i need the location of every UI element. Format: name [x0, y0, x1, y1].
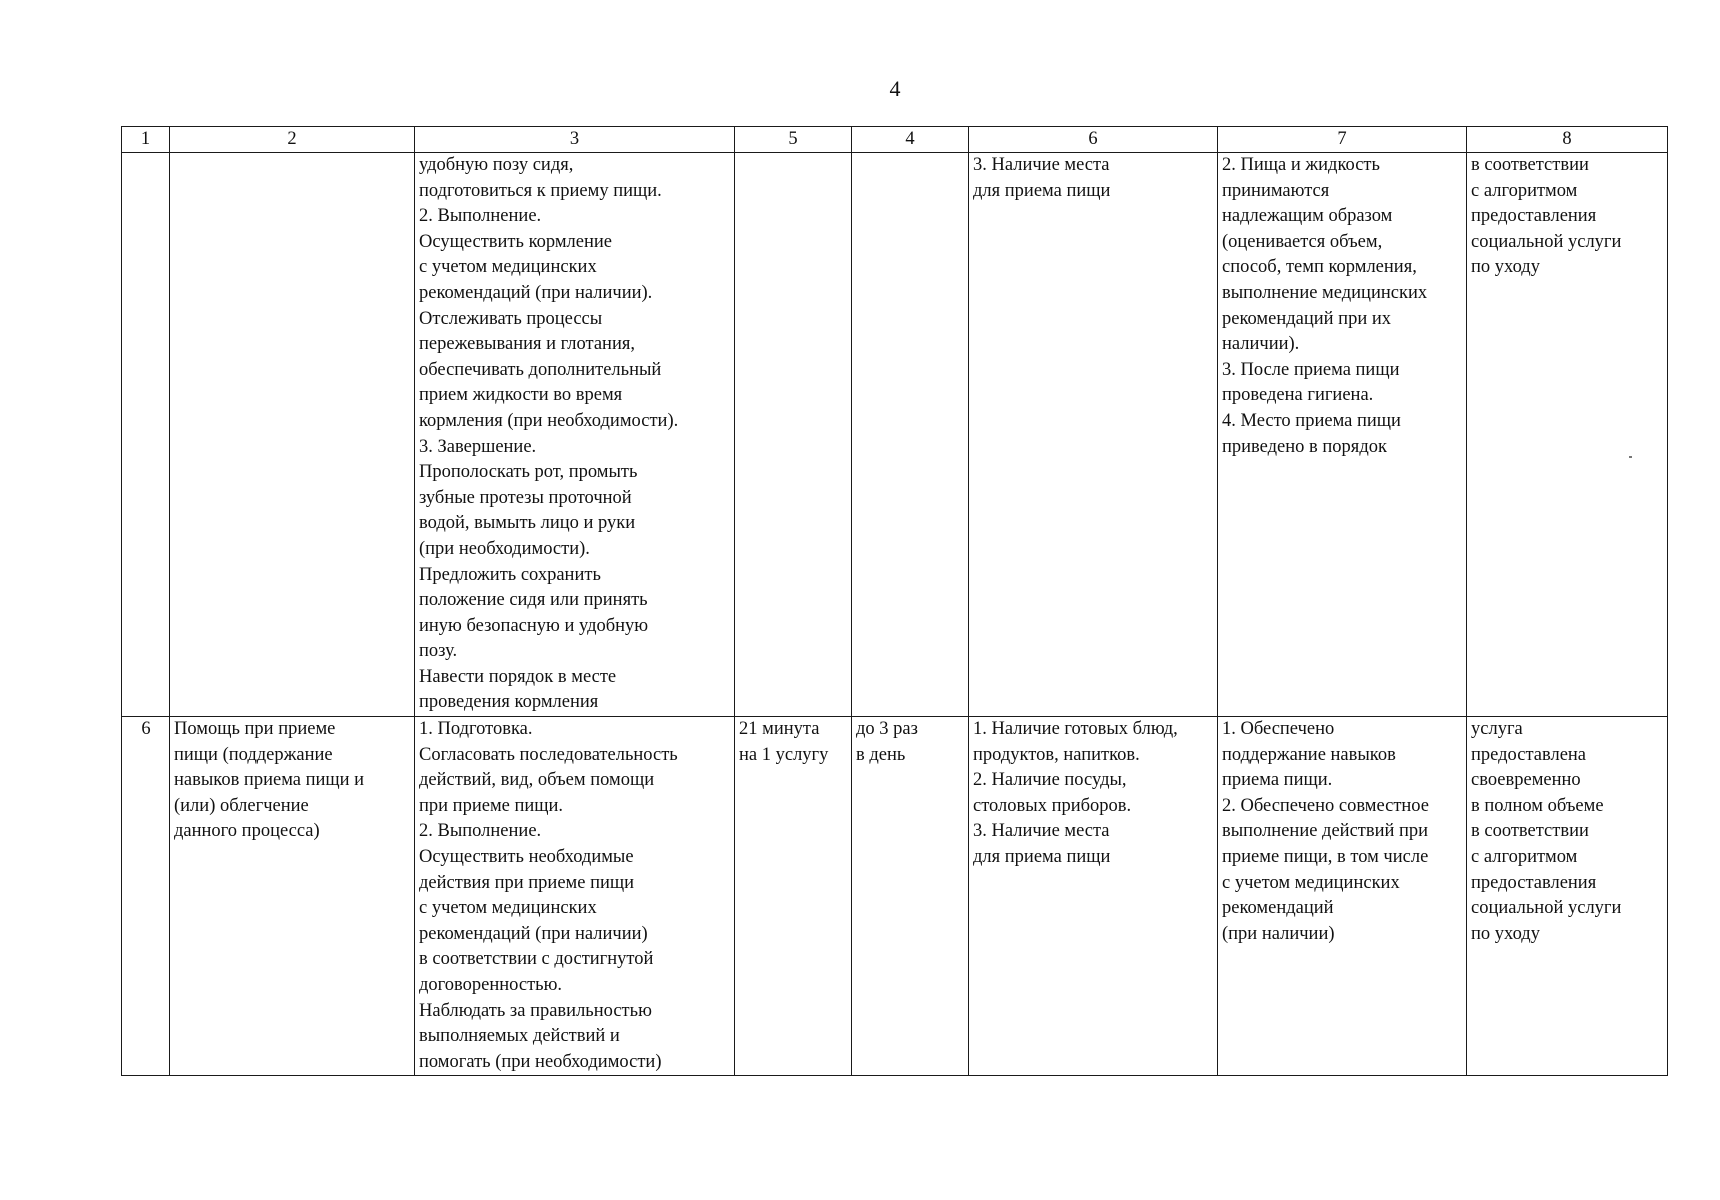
- header-cell-4: 4: [852, 127, 969, 153]
- conditions-cell: 1. Наличие готовых блюд, продуктов, напитков. 2. Наличие посуды, столовых приборов. 3. Наличие места для приема пищи: [969, 717, 1218, 1076]
- table-header-row: [122, 127, 1668, 153]
- header-cell-1: 1: [122, 127, 170, 153]
- service-name-cell: [170, 153, 415, 717]
- row-number-cell: 6: [122, 717, 170, 1076]
- header-cell-7: 7: [1218, 127, 1467, 153]
- evaluation-cell: услуга предоставлена своевременно в полном объеме в соответствии с алгоритмом предоставления социальной услуги по уходу: [1467, 717, 1668, 1076]
- quality-cell: 1. Обеспечено поддержание навыков приема пищи. 2. Обеспечено совместное выполнение действий при приеме пищи, в том числе с учетом медицинских рекомендаций (при наличии): [1218, 717, 1467, 1076]
- frequency-cell: [852, 153, 969, 717]
- header-cell-5: 5: [735, 127, 852, 153]
- header-cell-3: 3: [415, 127, 735, 153]
- row-number-cell: [122, 153, 170, 717]
- header-cell-6: 6: [969, 127, 1218, 153]
- quality-cell: 2. Пища и жидкость принимаются надлежащим образом (оценивается объем, способ, темп кормления, выполнение медицинских рекомендаций при их наличии). 3. После приема пищи проведена гигиена. 4. Место приема пищи приведено в порядок: [1218, 153, 1467, 717]
- duration-cell: 21 минута на 1 услугу: [735, 717, 852, 1076]
- conditions-cell: 3. Наличие места для приема пищи: [969, 153, 1218, 717]
- procedure-cell: удобную позу сидя, подготовиться к приему пищи. 2. Выполнение. Осуществить кормление с учетом медицинских рекомендаций (при наличии). Отслеживать процессы пережевывания и глотания, обеспечивать дополнительный прием жидкости во время кормления (при необходимости). 3. Завершение. Прополоскать рот, промыть зубные протезы проточной водой, вымыть лицо и руки (при необходимости). Предложить сохранить положение сидя или принять иную безопасную и удобную позу. Навести порядок в месте проведения кормления: [415, 153, 735, 717]
- page-number: 4: [889, 76, 901, 101]
- table-row: [122, 717, 1668, 1076]
- table-row: [122, 153, 1668, 717]
- service-name-cell: Помощь при приеме пищи (поддержание навыков приема пищи и (или) облегчение данного процесса): [170, 717, 415, 1076]
- evaluation-cell: в соответствии с алгоритмом предоставления социальной услуги по уходу: [1467, 153, 1668, 717]
- procedure-cell: 1. Подготовка. Согласовать последовательность действий, вид, объем помощи при приеме пищи. 2. Выполнение. Осуществить необходимые действия при приеме пищи с учетом медицинских рекомендаций (при наличии) в соответствии с достигнутой договоренностью. Наблюдать за правильностью выполняемых действий и помогать (при необходимости): [415, 717, 735, 1076]
- services-table: [121, 126, 1668, 1076]
- header-cell-2: 2: [170, 127, 415, 153]
- duration-cell: [735, 153, 852, 717]
- header-cell-8: 8: [1467, 127, 1668, 153]
- scan-speck: [1629, 456, 1632, 458]
- frequency-cell: до 3 раз в день: [852, 717, 969, 1076]
